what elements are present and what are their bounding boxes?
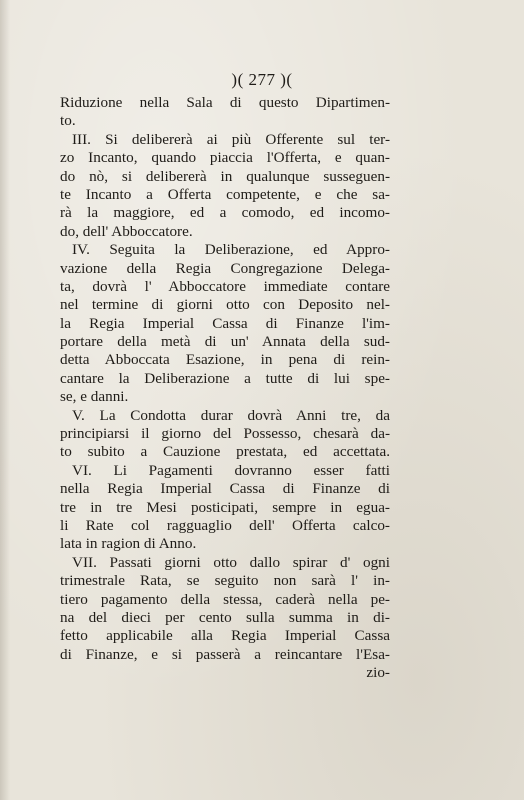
text-line: nel termine di giorni otto con Deposito nel- — [60, 296, 390, 314]
page-binding-shadow — [0, 0, 10, 800]
text-line: te Incanto a Offerta competente, e che sa- — [60, 185, 390, 203]
text-line: se, e danni. — [60, 388, 129, 406]
text-line: portare della metà di un' Annata della sud- — [60, 333, 390, 351]
text-line: fetto applicabile alla Regia Imperial Cassa — [60, 627, 390, 645]
text-line: ta, dovrà l' Abboccatore immediate contare — [60, 277, 390, 295]
text-line: li Rate col ragguaglio dell' Offerta calco- — [60, 516, 390, 534]
text-line: cantare la Deliberazione a tutte di lui spe- — [60, 369, 390, 387]
text-line: to. — [60, 112, 76, 130]
text-line: tiero pagamento della stessa, caderà nella pe- — [60, 590, 390, 608]
text-line: zio- — [366, 664, 390, 682]
text-line: zo Incanto, quando piaccia l'Offerta, e quan- — [60, 149, 390, 167]
text-line: rà la maggiore, ed a comodo, ed incomo- — [60, 204, 390, 222]
text-line: III. Si delibererà ai più Offerente sul ter- — [72, 130, 390, 148]
text-line: do, dell' Abboccatore. — [60, 222, 193, 240]
text-line: na del dieci per cento sulla summa in di- — [60, 608, 390, 626]
page-number: )( 277 )( — [231, 70, 293, 89]
text-line: IV. Seguita la Deliberazione, ed Appro- — [72, 241, 390, 259]
text-line: to subito a Cauzione prestata, ed accettata. — [60, 443, 390, 461]
text-line: principiarsi il giorno del Possesso, chesarà da- — [60, 425, 390, 443]
text-line: tre in tre Mesi posticipati, sempre in egua- — [60, 498, 390, 516]
text-line: lata in ragion di Anno. — [60, 535, 197, 553]
text-line: VII. Passati giorni otto dallo spirar d' ogni — [72, 553, 390, 571]
text-line: trimestrale Rata, se seguito non sarà l' in- — [60, 572, 390, 590]
text-line: do nò, si delibererà in qualunque susseguen- — [60, 167, 390, 185]
text-line: la Regia Imperial Cassa di Finanze l'im- — [60, 314, 390, 332]
text-line: nella Regia Imperial Cassa di Finanze di — [60, 480, 390, 498]
body-text — [60, 94, 390, 683]
text-line: di Finanze, e si passerà a reincantare l'Esa- — [60, 645, 390, 663]
text-line: VI. Li Pagamenti dovranno esser fatti — [72, 461, 390, 479]
text-line: Riduzione nella Sala di questo Dipartimen- — [60, 94, 390, 111]
text-line: vazione della Regia Congregazione Delega- — [60, 259, 390, 277]
text-line: detta Abboccata Esazione, in pena di rein- — [60, 351, 390, 369]
text-line: V. La Condotta durar dovrà Anni tre, da — [72, 406, 390, 424]
